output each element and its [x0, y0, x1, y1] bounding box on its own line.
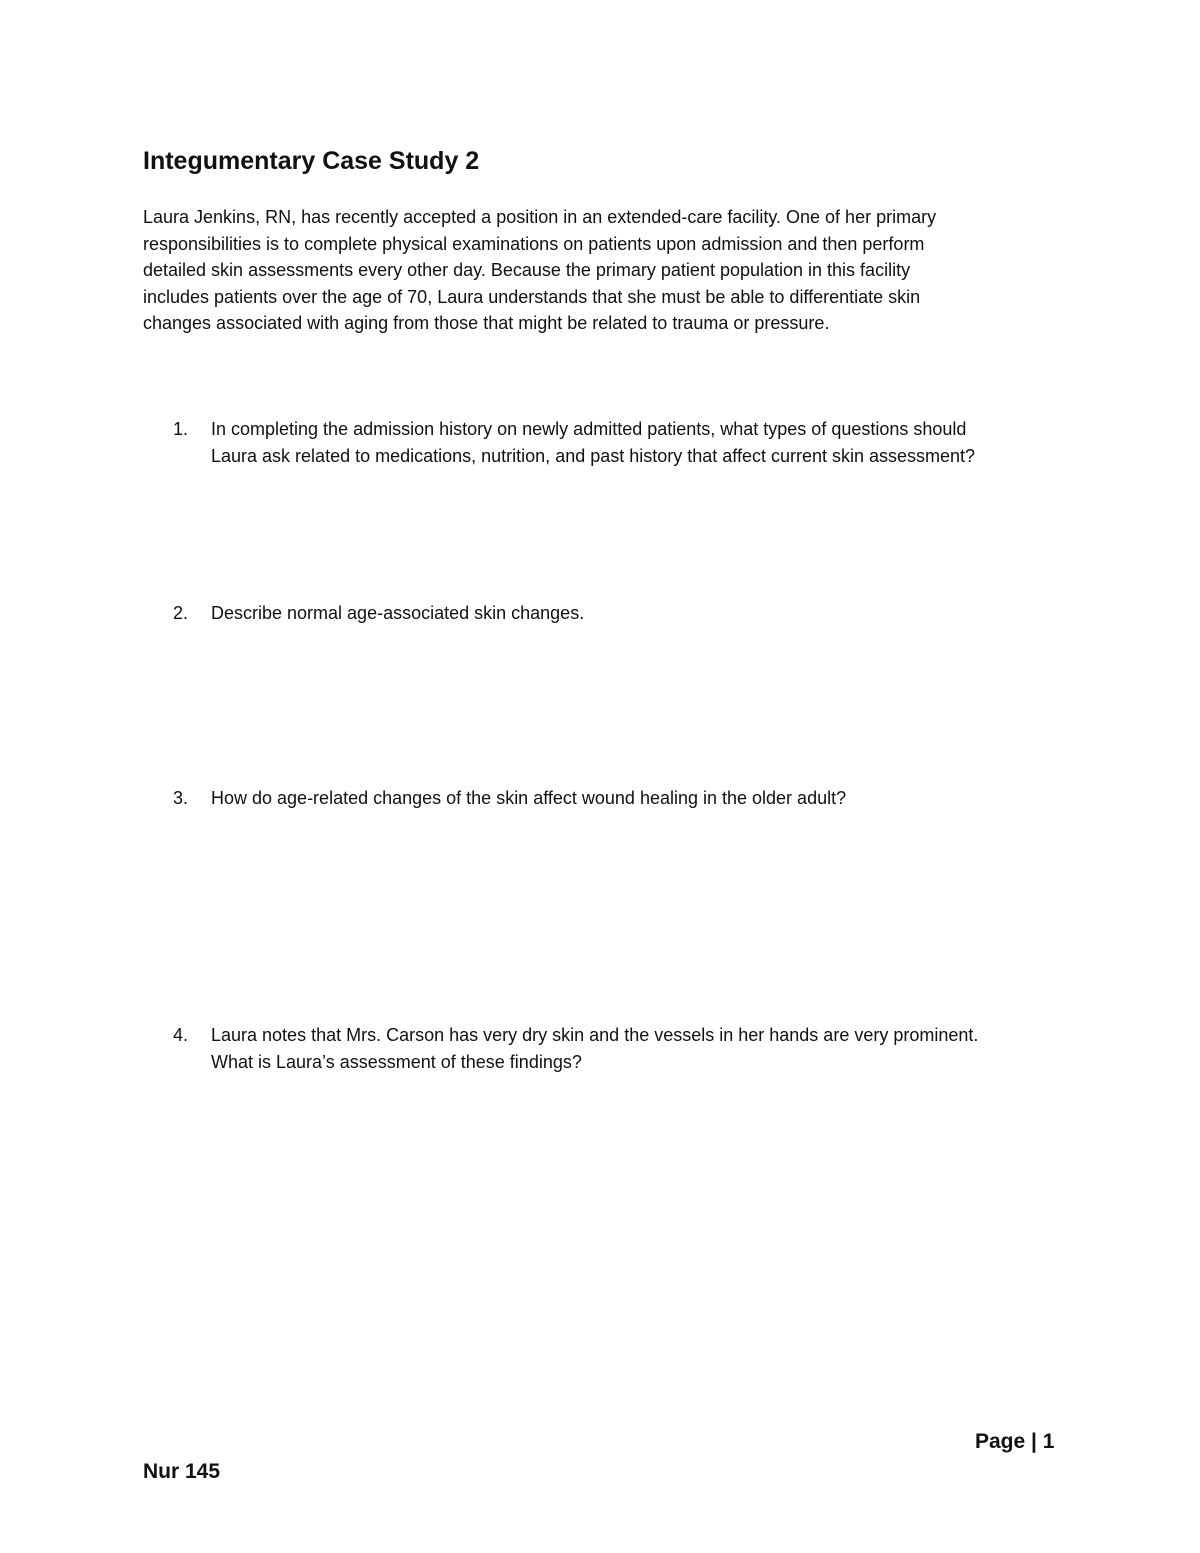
- question-number: 2.: [173, 603, 189, 623]
- question-line: In completing the admission history on newly admitted patients, what types of questions should: [211, 419, 967, 439]
- question-text: [211, 785, 1071, 812]
- question-line: Laura notes that Mrs. Carson has very dry skin and the vessels in her hands are very prominent.: [211, 1025, 979, 1045]
- intro-paragraph: [143, 204, 1063, 337]
- question-number: 3.: [173, 788, 189, 808]
- question-line: How do age-related changes of the skin affect wound healing in the older adult?: [211, 788, 847, 808]
- question-number: 1.: [173, 419, 189, 439]
- intro-line: includes patients over the age of 70, Laura understands that she must be able to differentiate skin: [143, 286, 921, 307]
- question-text: [211, 416, 1071, 469]
- intro-line: changes associated with aging from those that might be related to trauma or pressure.: [143, 313, 830, 333]
- question-text: [211, 600, 1071, 627]
- intro-line: Laura Jenkins, RN, has recently accepted a position in an extended-care facility. One of her primary: [143, 207, 937, 227]
- question-text: [211, 1022, 1071, 1075]
- intro-line: detailed skin assessments every other day. Because the primary patient population in this facility: [143, 260, 911, 280]
- page-number: Page | 1: [975, 1430, 1055, 1453]
- question-number: 4.: [173, 1025, 189, 1045]
- question-line: What is Laura’s assessment of these findings?: [211, 1051, 582, 1072]
- question-line: Describe normal age-associated skin changes.: [211, 603, 585, 623]
- course-code: Nur 145: [143, 1460, 221, 1483]
- intro-line: responsibilities is to complete physical examinations on patients upon admission and then perform: [143, 233, 925, 254]
- question-line: Laura ask related to medications, nutrition, and past history that affect current skin assessment?: [211, 445, 976, 466]
- page-title: Integumentary Case Study 2: [143, 147, 480, 175]
